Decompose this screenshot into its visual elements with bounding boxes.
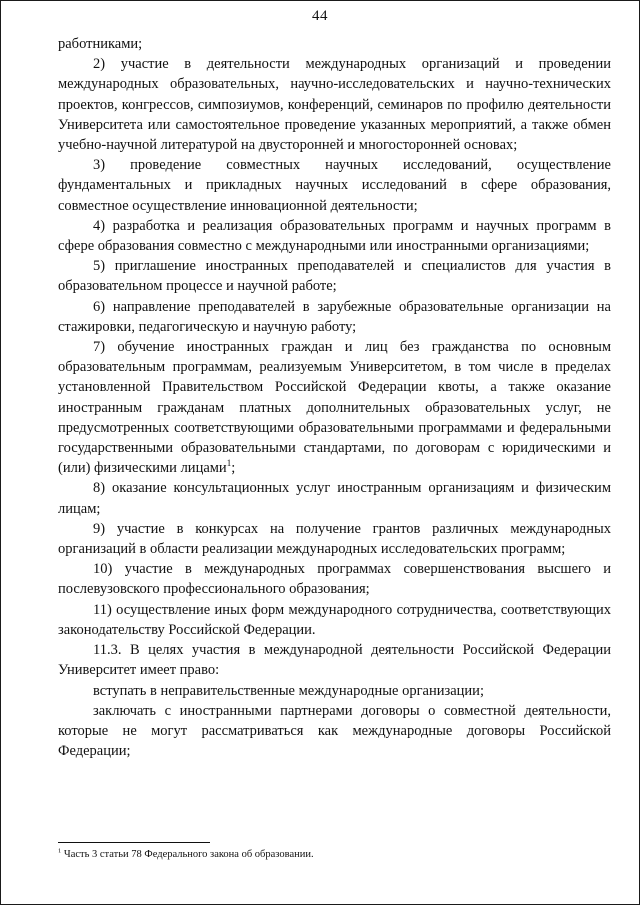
paragraph-item-11: 11) осуществление иных форм международного сотрудничества, соответствующих законодательству Российской Федерации. (58, 601, 611, 638)
footnote-marker: 1 (58, 847, 62, 855)
paragraph-text: 7) обучение иностранных граждан и лиц без гражданства по основным образовательным программам, реализуемым Университетом, в том числе в пределах установленной Правительством Российской Федерации квоты, а также оказание иностранным гражданам платных дополнительных образовательных услуг, не предусмотренных соответствующими образовательными программами и федеральными государственными образовательными стандартами, по договорам с юридическими и (или) физическими лицами (58, 339, 611, 477)
paragraph-item-8: 8) оказание консультационных услуг иностранным организациям и физическим лицам; (58, 480, 611, 517)
footnote-body: Часть 3 статьи 78 Федерального закона об образовании. (63, 849, 314, 860)
paragraph-item-7 (58, 337, 611, 478)
footnote-text (58, 848, 611, 861)
paragraph-item-9: 9) участие в конкурсах на получение грантов различных международных организаций в области реализации международных исследовательских программ; (58, 520, 611, 558)
paragraph-item-5: 5) приглашение иностранных преподавателей и специалистов для участия в образовательном процессе и научной работе; (58, 258, 611, 295)
paragraph-item-10: 10) участие в международных программах совершенствования высшего и послевузовского профессионального образования; (58, 561, 611, 598)
paragraph: вступать в неправительственные международные организации; (93, 682, 484, 699)
footnote-reference: 1 (226, 458, 232, 469)
paragraph-item-3: 3) проведение совместных научных исследований, осуществление фундаментальных и прикладных научных исследований в сфере образования, совместное осуществление инновационной деятельности; (58, 157, 611, 214)
document-body (58, 34, 611, 761)
paragraph-item-4: 4) разработка и реализация образовательных программ и научных программ в сфере образования совместно с международными или иностранными организациями; (58, 217, 611, 255)
paragraph-item-6: 6) направление преподавателей в зарубежные образовательные организации на стажировки, педагогическую и научную работу; (58, 298, 611, 335)
paragraph-item-2: 2) участие в деятельности международных организаций и проведении международных образовательных, научно-исследовательских и научно-технических проектов, конгрессов, симпозиумов, конференций, семинаров по профилю деятельности Университета или самостоятельное проведение указанных мероприятий, а также обмен учебно-научной литературой на двусторонней и многосторонней основах; (58, 56, 611, 154)
paragraph: работниками; (58, 36, 143, 52)
page-number: 44 (312, 8, 328, 24)
paragraph: заключать с иностранными партнерами договоры о совместной деятельности, которые не могут рассматриваться как международные договоры Российской Федерации; (58, 702, 611, 760)
paragraph-section-11-3: 11.3. В целях участия в международной деятельности Российской Федерации Университет имеет право: (58, 642, 611, 679)
paragraph-text-after-marker: ; (231, 460, 236, 477)
footnote-separator (58, 842, 210, 843)
footnote-section (58, 842, 611, 861)
